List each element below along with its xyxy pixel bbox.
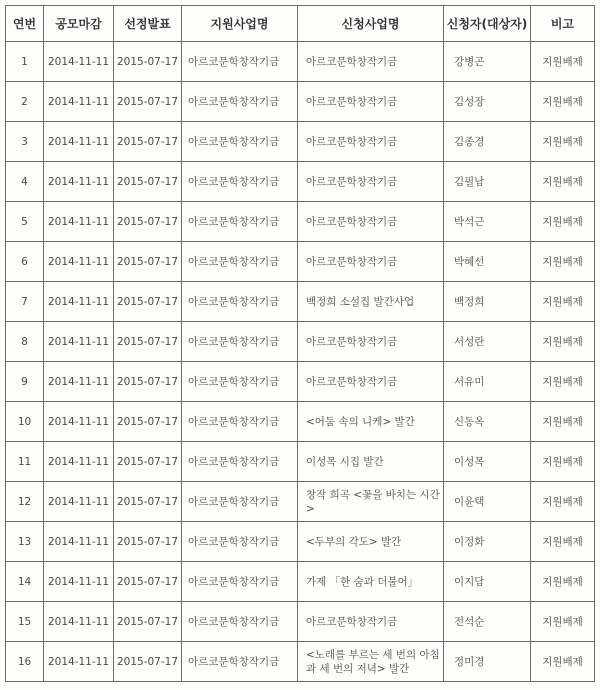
cell-deadline: 2014-11-11 [44,82,114,122]
cell-fund-name: 아르코문학창작기금 [182,322,298,362]
cell-deadline: 2014-11-11 [44,122,114,162]
cell-applicant: 정미경 [444,642,531,682]
cell-announcement: 2015-07-17 [114,642,182,682]
cell-project-name: <어둠 속의 니케> 발간 [298,402,444,442]
table-row [6,562,595,602]
table-row [6,442,595,482]
cell-deadline: 2014-11-11 [44,522,114,562]
table-row [6,482,595,522]
cell-deadline: 2014-11-11 [44,442,114,482]
cell-note: 지원배제 [531,602,595,642]
header-note: 비고 [531,6,595,42]
cell-note: 지원배제 [531,122,595,162]
cell-fund-name: 아르코문학창작기금 [182,642,298,682]
cell-project-name: 이성목 시집 발간 [298,442,444,482]
cell-no: 2 [6,82,44,122]
table-row [6,282,595,322]
table-row [6,82,595,122]
cell-fund-name: 아르코문학창작기금 [182,482,298,522]
cell-note: 지원배제 [531,642,595,682]
cell-note: 지원배제 [531,82,595,122]
table-row [6,362,595,402]
cell-announcement: 2015-07-17 [114,562,182,602]
table-row [6,242,595,282]
cell-project-name: 아르코문학창작기금 [298,602,444,642]
header-row [6,6,595,42]
cell-project-name: 창작 희곡 <꽃을 바치는 시간> [298,482,444,522]
cell-fund-name: 아르코문학창작기금 [182,402,298,442]
cell-deadline: 2014-11-11 [44,242,114,282]
cell-project-name: 아르코문학창작기금 [298,362,444,402]
table-row [6,402,595,442]
cell-announcement: 2015-07-17 [114,162,182,202]
cell-applicant: 박혜선 [444,242,531,282]
table-row [6,202,595,242]
cell-applicant: 서성란 [444,322,531,362]
cell-fund-name: 아르코문학창작기금 [182,442,298,482]
cell-no: 5 [6,202,44,242]
cell-no: 3 [6,122,44,162]
cell-applicant: 김필남 [444,162,531,202]
cell-announcement: 2015-07-17 [114,82,182,122]
cell-announcement: 2015-07-17 [114,442,182,482]
cell-project-name: 아르코문학창작기금 [298,202,444,242]
cell-no: 12 [6,482,44,522]
cell-no: 16 [6,642,44,682]
cell-project-name: 아르코문학창작기금 [298,322,444,362]
cell-note: 지원배제 [531,362,595,402]
table-row [6,42,595,82]
cell-project-name: 가제 「한 숨과 더불어」 [298,562,444,602]
cell-note: 지원배제 [531,482,595,522]
cell-applicant: 강병곤 [444,42,531,82]
cell-no: 11 [6,442,44,482]
cell-announcement: 2015-07-17 [114,482,182,522]
table-row [6,602,595,642]
header-deadline: 공모마감 [44,6,114,42]
cell-deadline: 2014-11-11 [44,562,114,602]
cell-project-name: <노래를 부르는 세 번의 아침과 세 번의 저녁> 발간 [298,642,444,682]
cell-applicant: 박석근 [444,202,531,242]
cell-note: 지원배제 [531,42,595,82]
cell-applicant: 서유미 [444,362,531,402]
cell-note: 지원배제 [531,522,595,562]
cell-fund-name: 아르코문학창작기금 [182,362,298,402]
cell-deadline: 2014-11-11 [44,602,114,642]
cell-announcement: 2015-07-17 [114,602,182,642]
header-fund-name: 지원사업명 [182,6,298,42]
cell-fund-name: 아르코문학창작기금 [182,282,298,322]
cell-deadline: 2014-11-11 [44,282,114,322]
cell-project-name: 아르코문학창작기금 [298,162,444,202]
cell-fund-name: 아르코문학창작기금 [182,522,298,562]
cell-applicant: 이정화 [444,522,531,562]
cell-note: 지원배제 [531,322,595,362]
header-no: 연번 [6,6,44,42]
cell-deadline: 2014-11-11 [44,322,114,362]
cell-announcement: 2015-07-17 [114,362,182,402]
cell-announcement: 2015-07-17 [114,402,182,442]
cell-deadline: 2014-11-11 [44,202,114,242]
cell-no: 4 [6,162,44,202]
cell-no: 7 [6,282,44,322]
cell-announcement: 2015-07-17 [114,122,182,162]
cell-no: 10 [6,402,44,442]
cell-announcement: 2015-07-17 [114,282,182,322]
cell-no: 1 [6,42,44,82]
cell-project-name: 아르코문학창작기금 [298,122,444,162]
header-project-name: 신청사업명 [298,6,444,42]
header-applicant: 신청자(대상자) [444,6,531,42]
cell-note: 지원배제 [531,202,595,242]
cell-deadline: 2014-11-11 [44,402,114,442]
cell-fund-name: 아르코문학창작기금 [182,562,298,602]
cell-deadline: 2014-11-11 [44,362,114,402]
cell-announcement: 2015-07-17 [114,202,182,242]
cell-applicant: 김성장 [444,82,531,122]
cell-note: 지원배제 [531,562,595,602]
cell-applicant: 이성목 [444,442,531,482]
table-row [6,122,595,162]
table-row [6,522,595,562]
cell-project-name: 백정희 소설집 발간사업 [298,282,444,322]
cell-note: 지원배제 [531,282,595,322]
cell-applicant: 신동옥 [444,402,531,442]
cell-project-name: 아르코문학창작기금 [298,42,444,82]
cell-applicant: 전석순 [444,602,531,642]
header-announcement: 선정발표 [114,6,182,42]
cell-note: 지원배제 [531,242,595,282]
cell-fund-name: 아르코문학창작기금 [182,602,298,642]
cell-no: 13 [6,522,44,562]
cell-deadline: 2014-11-11 [44,482,114,522]
cell-note: 지원배제 [531,402,595,442]
cell-no: 9 [6,362,44,402]
cell-announcement: 2015-07-17 [114,322,182,362]
cell-fund-name: 아르코문학창작기금 [182,82,298,122]
table-body [6,42,595,682]
cell-announcement: 2015-07-17 [114,42,182,82]
cell-fund-name: 아르코문학창작기금 [182,202,298,242]
cell-deadline: 2014-11-11 [44,42,114,82]
cell-no: 14 [6,562,44,602]
cell-applicant: 이윤택 [444,482,531,522]
document-sheet [5,5,594,684]
cell-project-name: 아르코문학창작기금 [298,242,444,282]
cell-applicant: 김종경 [444,122,531,162]
cell-no: 6 [6,242,44,282]
table-row [6,642,595,682]
cell-project-name: <두부의 각도> 발간 [298,522,444,562]
cell-applicant: 백정희 [444,282,531,322]
cell-deadline: 2014-11-11 [44,642,114,682]
table-row [6,322,595,362]
cell-fund-name: 아르코문학창작기금 [182,42,298,82]
cell-project-name: 아르코문학창작기금 [298,82,444,122]
cell-fund-name: 아르코문학창작기금 [182,242,298,282]
cell-fund-name: 아르코문학창작기금 [182,122,298,162]
cell-deadline: 2014-11-11 [44,162,114,202]
cell-no: 8 [6,322,44,362]
cell-note: 지원배제 [531,442,595,482]
support-exclusion-table [5,5,595,682]
cell-applicant: 이지담 [444,562,531,602]
cell-announcement: 2015-07-17 [114,242,182,282]
cell-note: 지원배제 [531,162,595,202]
cell-fund-name: 아르코문학창작기금 [182,162,298,202]
table-row [6,162,595,202]
cell-announcement: 2015-07-17 [114,522,182,562]
cell-no: 15 [6,602,44,642]
